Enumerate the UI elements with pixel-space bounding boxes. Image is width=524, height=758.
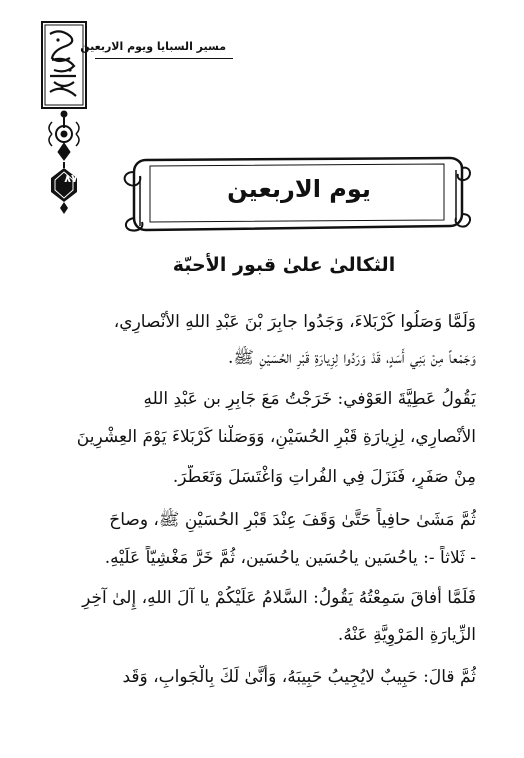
header-rule [95, 58, 233, 59]
text-line: وَجَمْعاً مِنْ بَنِي أَسَدٍ، قَدْ وَرَدُوا لِزِيارَةِ قَبْرِ الحُسَيْنِ ﷺ. [228, 348, 476, 368]
text-line: فَلَمَّا أَفاقَ سَمِعْتُهُ يَقُولُ: السَّلامُ عَلَيْكُمْ يا آلَ اللهِ، إِلىٰ آخِرِ [82, 588, 476, 608]
chapter-title: يوم الاربعين [227, 175, 371, 203]
calligraphy-tile [42, 22, 86, 108]
text-line: وَلَمَّا وَصَلُوا كَرْبَلاءَ، وَجَدُوا جابِرَ بْنَ عَبْدِ اللهِ الأَنْصارِي، [113, 312, 476, 332]
text-line: ثُمَّ مَشَىٰ حافِياً حَتَّىٰ وَقَفَ عِنْدَ قَبْرِ الحُسَيْنِ ﷺ، وصاحَ [109, 510, 476, 530]
text-line: مِنْ صَفَرٍ، فَنَزَلَ فِي الفُراتِ وَاغْتَسَلَ وَتَعَطَّرَ. [172, 467, 476, 487]
text-line: ثُمَّ قالَ: حَبِيبٌ لايُجِيبُ حَبِيبَهُ، وَأَنَّىٰ لَكَ بِالْجَوابِ، وَقَد [122, 667, 476, 687]
page-number: ٨٧ [64, 172, 78, 185]
text-line: يَقُولُ عَطِيَّةَ العَوْفي: خَرَجْتُ مَعَ جَابِرِ بن عَبْدِ اللهِ [143, 389, 476, 409]
running-title: مسير السبايا ويوم الاربعين [80, 40, 226, 53]
text-line: الأَنْصارِي، لِزِيارَةِ قَبْرِ الحُسَيْنِ، وَوَصَلْنا كَرْبَلاءَ يَوْمَ العِشْرِينَ [76, 427, 476, 447]
section-title: الثكالىٰ علىٰ قبور الأحبّة [172, 254, 396, 276]
chain-ornament [49, 111, 79, 168]
text-line: - ثَلاثاً -: ياحُسَين ياحُسَين ياحُسَين، ثُمَّ خَرَّ مَغْشِيّاً عَلَيْهِ. [104, 548, 476, 568]
text-line: الزِّيارَةِ المَرْوِيَّةِ عَنْهُ. [337, 625, 476, 645]
